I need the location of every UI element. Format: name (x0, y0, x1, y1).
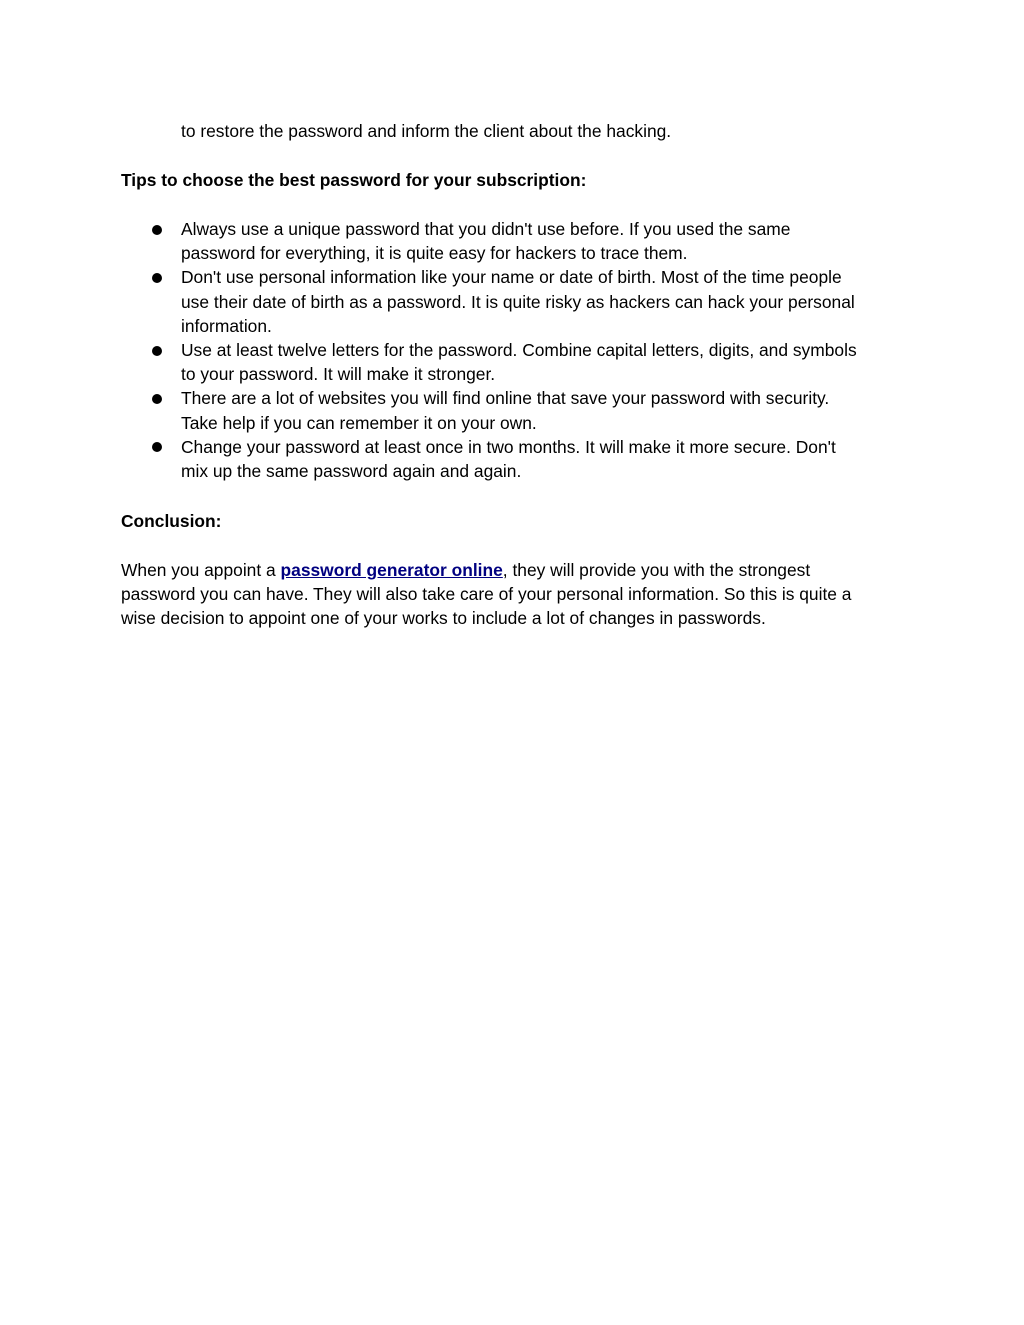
tips-heading: Tips to choose the best password for your subscription: (121, 170, 587, 190)
tip-line: mix up the same password again and again. (181, 461, 522, 482)
list-item (181, 338, 921, 386)
conclusion-line: password you can have. They will also take care of your personal information. So this is quite a (121, 584, 852, 604)
tip-line: password for everything, it is quite easy for hackers to trace them. (181, 243, 688, 264)
list-item (181, 265, 921, 338)
tip-line: use their date of birth as a password. It is quite risky as hackers can hack your personal (181, 291, 855, 312)
tip-line: Change your password at least once in two months. It will make it more secure. Don't (181, 436, 836, 457)
tip-line: There are a lot of websites you will find online that save your password with security. (181, 388, 830, 409)
bullet-icon (152, 394, 162, 404)
carryover-line: to restore the password and inform the client about the hacking. (181, 121, 672, 141)
conclusion-line (121, 558, 810, 582)
password-generator-link[interactable]: password generator online (280, 560, 503, 580)
conclusion-line: wise decision to appoint one of your works to include a lot of changes in passwords. (121, 608, 766, 628)
tip-line: to your password. It will make it stronger. (181, 364, 496, 385)
list-item (181, 435, 921, 483)
tip-line: Don't use personal information like your name or date of birth. Most of the time people (181, 267, 842, 288)
tip-line: information. (181, 315, 272, 336)
tips-list (181, 217, 921, 483)
bullet-icon (152, 442, 162, 452)
bullet-icon (152, 346, 162, 356)
tip-line: Use at least twelve letters for the password. Combine capital letters, digits, and symbols (181, 340, 857, 361)
conclusion-text: , they will provide you with the strongest (502, 560, 811, 580)
conclusion-heading: Conclusion: (121, 511, 222, 531)
list-item (181, 386, 921, 434)
bullet-icon (152, 225, 162, 235)
conclusion-text: When you appoint a (121, 560, 281, 580)
bullet-icon (152, 273, 162, 283)
list-item (181, 217, 921, 265)
tip-line: Take help if you can remember it on your own. (181, 412, 537, 433)
tip-line: Always use a unique password that you didn't use before. If you used the same (181, 219, 791, 239)
